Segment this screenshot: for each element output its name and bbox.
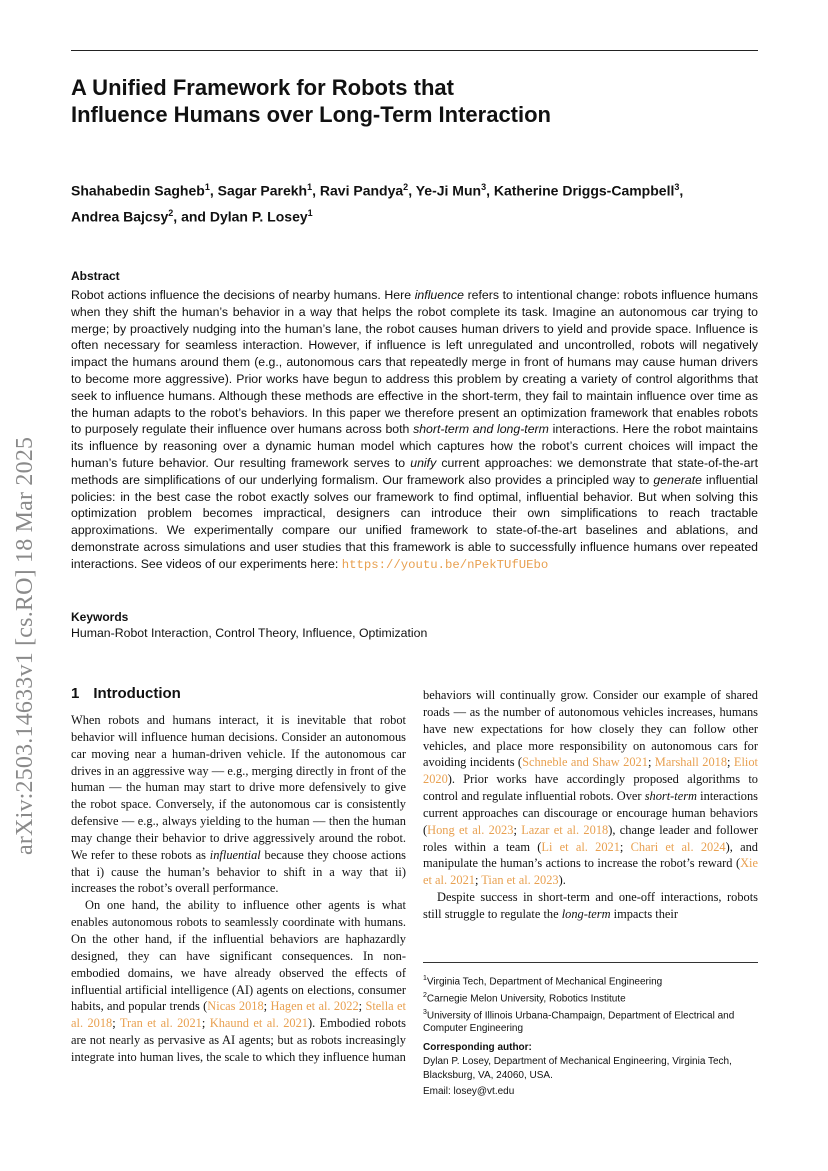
- section-number: 1: [71, 685, 80, 702]
- author-name: Dylan P. Losey: [209, 208, 308, 225]
- emphasis-text: short-term and long-term: [413, 422, 549, 437]
- affiliation-line: [423, 972, 758, 989]
- affiliation-text: Carnegie Melon University, Robotics Institute: [426, 993, 626, 1005]
- citation-link[interactable]: Nicas 2018: [207, 999, 264, 1014]
- affiliation-marker: 1: [307, 207, 313, 218]
- paper-title: A Unified Framework for Robots that Influence Humans over Long-Term Interaction: [71, 75, 551, 127]
- text-run: ), change leader and follower roles within a team (: [423, 822, 759, 854]
- affiliation-line: [423, 1006, 758, 1036]
- author-separator: ,: [408, 182, 416, 199]
- text-run: On one hand, the ability to influence other agents is what enables autonomous robots to seamlessly coordinate with humans. On the other hand, if the influential behaviors are haphazardly designed, they can have significant consequences. In non-embodied domains, we have already observed the effects of influential artificial intelligence (AI) agents on elections, consumer habits, and popular trends (: [71, 898, 406, 1014]
- citation-link[interactable]: Li et al. 2021: [541, 839, 620, 854]
- text-run: current approaches: we demonstrate that state-of-the-art methods are simplifications of our underlying formalism. Our framework also provides a principled way to: [71, 455, 758, 487]
- author-name: Ravi Pandya: [319, 182, 404, 199]
- section-heading-introduction: [71, 685, 181, 702]
- text-run: refers to intentional change: robots influence humans when they shift the human’s behavior in a way that helps the robot complete its task. Imagine an autonomous car trying to merge; by proactively nudging into the human’s lane, the robot causes human drivers to yield and provide space. Influence is often necessary for seamless interaction. However, if influence is left unregulated and uncontrolled, robots will negatively impact the humans around them (e.g., autonomous cars that repeatedly merge in front of humans may cause human drivers to become more aggressive). Prior works have begun to address this problem by creating a variety of control algorithms that seek to influence humans. Although these methods are effective in the short-term, they fail to maintain influence over time as the human adapts to the robot’s behaviors. In this paper we therefore present an optimization framework that enables robots to purposely regulate their influence over humans across both: [71, 288, 759, 437]
- text-run: ;: [358, 999, 366, 1014]
- affiliation-marker: 1: [307, 182, 313, 192]
- text-run: ;: [201, 1016, 210, 1031]
- emphasis-text: short-term: [644, 789, 698, 804]
- text-run: ;: [619, 839, 631, 854]
- citation-link[interactable]: Hagen et al. 2022: [270, 999, 359, 1014]
- author-name: Sagar Parekh: [217, 182, 308, 199]
- citation-link[interactable]: Chari et al. 2024: [630, 839, 726, 854]
- author-separator: ,: [209, 182, 218, 199]
- author-name: Andrea Bajcsy: [71, 208, 169, 225]
- text-run: because they choose actions that i) cause the human’s behavior to shift in a way that ii) increases the robot’s overall performance.: [71, 847, 406, 896]
- author-name: Shahabedin Sagheb: [71, 182, 205, 199]
- section-title: Introduction: [93, 685, 181, 702]
- affiliation-marker: 3: [674, 182, 680, 192]
- corresponding-heading: Corresponding author:: [423, 1042, 532, 1053]
- text-run: ;: [112, 1016, 120, 1031]
- affiliation-text: Virginia Tech, Department of Mechanical Engineering: [426, 976, 663, 988]
- paragraph: [71, 897, 406, 1065]
- affiliation-number: 2: [423, 991, 427, 999]
- corresponding-email: Email: losey@vt.edu: [423, 1086, 515, 1097]
- citation-link[interactable]: Xie et al. 2021: [423, 856, 758, 888]
- emphasis-text: influence: [414, 288, 464, 302]
- text-run: influential policies: in the best case the robot exactly solves our framework to find optimal, influential behavior. But when solving this optimization problem becomes impractical, designers can introduce their own simplifications to reach tractable approximations. We experimentally compare our unified framework to state-of-the-art baselines and ablations, and demonstrate across simulations and user studies that this framework is able to successfully influence humans over repeated interactions. See videos of our experiments here:: [71, 472, 758, 571]
- affiliation-marker: 2: [403, 182, 409, 192]
- header-rule: [71, 50, 758, 51]
- text-run: ), and manipulate the human’s actions to increase the robot’s reward (: [423, 839, 758, 871]
- text-run: ;: [474, 873, 482, 888]
- footnote-rule: [423, 962, 758, 963]
- emphasis-text: generate: [653, 472, 702, 487]
- abstract-body: [71, 287, 758, 574]
- text-run: When robots and humans interact, it is inevitable that robot behavior will influence human decisions. Consider an autonomous car moving near a human-driven vehicle. If the autonomous car drives in an aggressive way — e.g., merging directly in front of the human — the human may start to drive more defensively to give the robot space. Conversely, if the autonomous car is consistently defensive — e.g., always yielding to the human — then the human may change their behavior to drive aggressively around the robot. We refer to these robots as: [71, 713, 406, 862]
- citation-link[interactable]: Stella et al. 2018: [71, 999, 406, 1031]
- text-run: ;: [263, 999, 271, 1014]
- affiliation-line: [423, 989, 758, 1006]
- text-run: Robot actions influence the decisions of nearby humans. Here: [71, 288, 415, 302]
- affiliation-marker: 2: [168, 207, 174, 218]
- arxiv-watermark: arXiv:2503.14633v1 [cs.RO] 18 Mar 2025: [12, 436, 38, 855]
- video-link[interactable]: https://youtu.be/nPekTUfUEbo: [341, 557, 549, 572]
- keywords-heading: Keywords: [71, 610, 129, 624]
- author-separator: ,: [312, 182, 320, 199]
- citation-link[interactable]: Lazar et al. 2018: [521, 822, 609, 837]
- text-run: behaviors will continually grow. Consider our example of shared roads — as the number of autonomous vehicles increases, humans have new expectations for how closely they can follow other vehicles, and place more responsibility on autonomous cars for avoiding incidents (: [423, 688, 758, 770]
- author-separator: ,: [679, 182, 684, 199]
- text-run: ;: [727, 755, 734, 770]
- abstract-heading: Abstract: [71, 269, 120, 283]
- text-run: ;: [513, 822, 522, 837]
- citation-link[interactable]: Tran et al. 2021: [119, 1016, 202, 1031]
- citation-link[interactable]: Schneble and Shaw 2021: [522, 755, 648, 770]
- author-name: Ye-Ji Mun: [415, 182, 482, 199]
- citation-link[interactable]: Marshall 2018: [654, 755, 728, 770]
- corresponding-address: Dylan P. Losey, Department of Mechanical Engineering, Virginia Tech, Blacksburg, VA, 24060, USA.: [423, 1056, 732, 1081]
- citation-link[interactable]: Eliot 2020: [423, 755, 758, 787]
- emphasis-text: influential: [209, 847, 261, 862]
- text-run: Despite success in short-term and one-off interactions, robots still struggle to regulate the: [423, 890, 758, 921]
- citation-link[interactable]: Tian et al. 2023: [481, 873, 559, 888]
- corresponding-details: [423, 1055, 763, 1099]
- text-run: interactions. Here the robot maintains its influence by reasoning over a dynamic human model which captures how the robot’s current choices will impact the human’s future behavior. Our resulting framework serves to: [71, 422, 758, 470]
- citation-link[interactable]: Hong et al. 2023: [427, 822, 514, 837]
- paragraph: [423, 687, 758, 889]
- text-run: ;: [647, 755, 655, 770]
- keywords-list: Human-Robot Interaction, Control Theory, Influence, Optimization: [71, 626, 428, 640]
- text-run: ). Prior works have accordingly proposed algorithms to control and regulate influential robots. Over: [423, 772, 758, 804]
- text-run: interactions current approaches can discourage or encourage human behaviors (: [423, 789, 758, 837]
- paragraph: [423, 889, 758, 923]
- affiliation-text: University of Illinois Urbana-Champaign, Department of Electrical and Computer Engineering: [423, 1009, 735, 1035]
- author-separator: ,: [486, 182, 494, 199]
- intro-column-right: [423, 687, 758, 923]
- paragraph: [71, 712, 406, 897]
- text-run: impacts their: [610, 906, 679, 921]
- affiliation-number: 1: [423, 975, 427, 982]
- author-list: [71, 176, 711, 227]
- affiliation-number: 3: [423, 1008, 427, 1016]
- affiliations: [423, 972, 758, 1036]
- emphasis-text: long-term: [561, 906, 611, 921]
- affiliation-marker: 1: [204, 182, 210, 192]
- affiliation-marker: 3: [481, 182, 487, 192]
- text-run: ). Embodied robots are not nearly as pervasive as AI agents; but as robots increasingly integrate into human lives, the scale to which they influence human: [71, 1016, 406, 1064]
- intro-column-left: [71, 712, 406, 1066]
- citation-link[interactable]: Khaund et al. 2021: [209, 1016, 309, 1031]
- emphasis-text: unify: [410, 455, 437, 470]
- text-run: ).: [558, 873, 566, 888]
- author-separator: , and: [173, 208, 210, 225]
- author-name: Katherine Driggs-Campbell: [493, 182, 675, 199]
